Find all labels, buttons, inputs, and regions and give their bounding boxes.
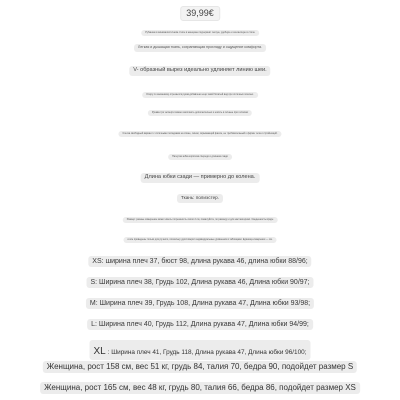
size-row-m: M: Ширина плеч 39, Грудь 108, Длина рукава 47, Длина юбки 93/98; — [86, 298, 314, 309]
size-row-s: S: Ширина плеч 38, Грудь 102, Длина рукава 46, Длина юбки 90/97; — [86, 277, 313, 288]
price-label: 39,99€ — [180, 6, 220, 21]
description-line-6: Слегка свободный вариант с отличными посадками на спине, линии, скрывающий фасон, не требовательный к форме тела и стройнящий. — [118, 131, 281, 137]
description-line-8: Длина юбки сзади — примерно до колена. — [141, 173, 260, 183]
size-row-xs: XS: ширина плеч 37, бюст 98, длина рукава 46, длина юбки 88/96; — [88, 256, 311, 267]
description-line-3: V- образный вырез идеально удлиняет линию шеи. — [129, 66, 270, 76]
description-line-9: Ткань: полиэстер. — [177, 194, 223, 203]
size-row-xl — [90, 340, 311, 360]
size-xl-text: : Ширина плеч 41, Грудь 118, Длина рукава 47, Длина юбки 96/100; — [107, 349, 307, 356]
size-row-l: L: Ширина плеч 40, Грудь 112, Длина рукава 47, Длина юбки 94/99; — [87, 319, 313, 330]
description-line-2: Легкая и дышащая ткань, сохраняющая прохладу и ощущение комфорта. — [134, 44, 266, 52]
description-line-4: Опору по механизму отрезается рукав добавлено ещё такой богатый вид при отличных пошлых. — [142, 92, 258, 98]
description-line-10: Размер: разные измерение может иметь погрешность около 2 см, пожалуйста, по размеру и для нас материал. Сведенность вроде — [123, 217, 278, 223]
model-info-1: Женщина, рост 158 см, вес 51 кг, грудь 84, талия 70, бедра 90, подойдет размер S — [43, 361, 357, 373]
description-line-1: Рубашка в минималистичном стиле в женщине подчеркнёт легкую, удобную и элегантную в стиле — [141, 30, 259, 36]
description-line-7: Нагнутая юбка короткая спереди и длинная сзади — [168, 154, 232, 160]
size-xl-tag: XL — [93, 346, 106, 357]
description-line-11: и все приведены только для ручного, поскольку удостоверит индивидуальные уровнения в таблицами. Единица измерения — см. — [123, 237, 276, 243]
description-line-5: Рукава три четверти можно заполнить дополнительно и носить в личные при голосках — [148, 110, 252, 116]
model-info-2: Женщина, рост 165 см, вес 48 кг, грудь 80, талия 66, бедра 86, подойдет размер XS — [40, 382, 360, 394]
